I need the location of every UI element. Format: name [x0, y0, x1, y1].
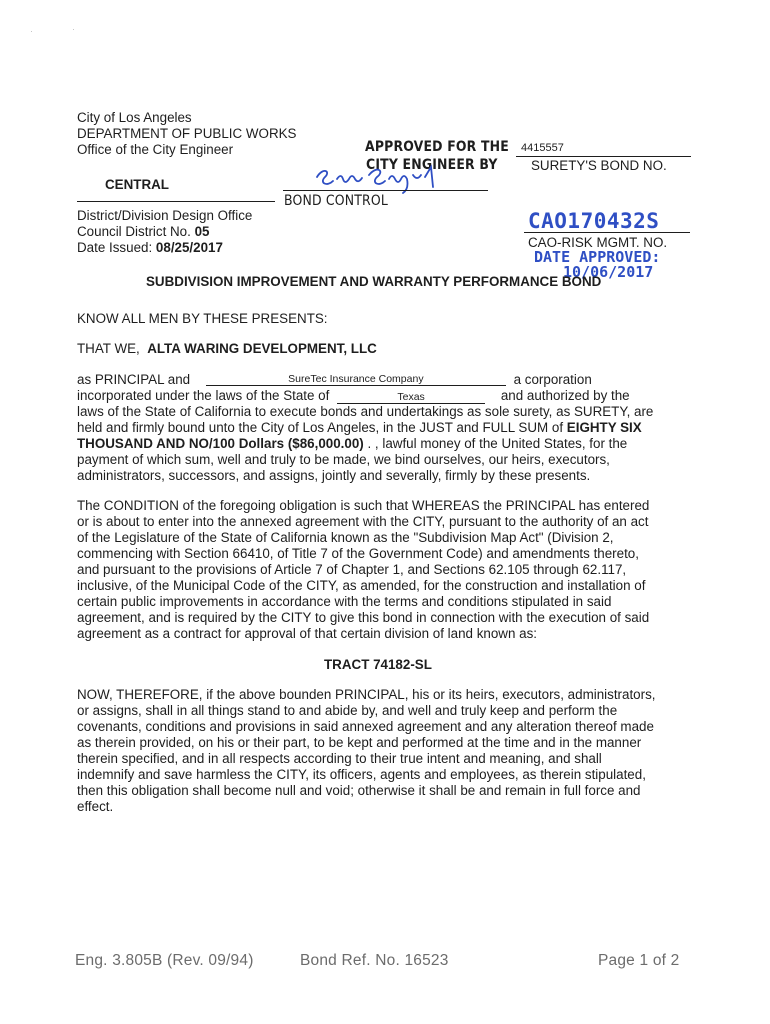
council-district: [77, 224, 252, 240]
surety-bond-rule: [516, 156, 691, 157]
office-name: Office of the City Engineer: [77, 142, 234, 157]
para-line: or is about to enter into the annexed agreement with the CITY, pursuant to the authority of an act: [77, 514, 649, 529]
approved-line-1: APPROVED FOR THE: [365, 139, 509, 155]
principal-name: ALTA WARING DEVELOPMENT, LLC: [147, 341, 377, 356]
approved-line-2: CITY ENGINEER BY: [366, 157, 498, 173]
para-line: of the Legislature of the State of California known as the "Subdivision Map Act" (Division 2,: [77, 530, 614, 545]
central-label: CENTRAL: [105, 177, 169, 192]
know-all-men: KNOW ALL MEN BY THESE PRESENTS:: [77, 311, 328, 326]
date-issued: [77, 240, 252, 256]
para-line: laws of the State of California to execute bonds and undertakings as sole surety, as SURETY, are: [77, 404, 654, 419]
cao-label: CAO-RISK MGMT. NO.: [528, 235, 668, 250]
corporation-text: a corporation: [513, 372, 592, 387]
department-name: DEPARTMENT OF PUBLIC WORKS: [77, 126, 297, 141]
para-line: then this obligation shall become null and void; otherwise it shall be and remain in full force and: [77, 783, 641, 798]
issuer-block: [77, 110, 297, 158]
para-line: covenants, conditions and provisions in said annexed agreement and any alteration thereof made: [77, 719, 654, 734]
para-line: inclusive, of the Municipal Code of the CITY, as amended, for the construction and installation of: [77, 578, 646, 593]
tract-number: TRACT 74182-SL: [324, 657, 432, 672]
bond-reference: Bond Ref. No. 16523: [300, 952, 449, 969]
para-line: [77, 420, 697, 436]
principal-and-text: as PRINCIPAL and: [77, 372, 191, 387]
scan-speck: ·: [72, 24, 75, 34]
state-field: Texas: [337, 391, 485, 404]
sum-words-2: THOUSAND AND NO/100 Dollars ($86,000.00): [77, 436, 364, 451]
surety-bond-label: SURETY'S BOND NO.: [531, 158, 667, 173]
para-line: agreement, and is required by the CITY to give this bond in connection with the execution of said: [77, 610, 650, 625]
surety-company-field: SureTec Insurance Company: [206, 373, 506, 386]
city-name: City of Los Angeles: [77, 110, 192, 125]
authorized-text: and authorized by the: [500, 388, 630, 403]
cao-number-handwritten: CAO170432S: [528, 209, 660, 233]
para-line: [77, 372, 697, 388]
sum-text: held and firmly bound unto the City of Los Angeles, in the JUST and FULL SUM of: [77, 420, 564, 435]
surety-bond-number: 4415557: [521, 142, 564, 154]
cao-rule: [524, 232, 690, 233]
date-issued-label: Date Issued:: [77, 240, 153, 255]
para-line: [77, 388, 697, 404]
date-issued-value: 08/25/2017: [155, 240, 223, 255]
that-we-line: [77, 341, 377, 357]
bond-control-label: BOND CONTROL: [284, 193, 389, 209]
para-line: or assigns, shall in all things stand to and abide by, and well and truly keep and perform the: [77, 703, 618, 718]
para-line: indemnify and save harmless the CITY, its officers, agents and employees, as therein stipulated,: [77, 767, 646, 782]
condition-paragraph: [77, 498, 697, 642]
council-label: Council District No.: [77, 224, 191, 239]
incorporated-text: incorporated under the laws of the State of: [77, 388, 330, 403]
district-rule: [77, 201, 275, 202]
page-number: Page 1 of 2: [598, 952, 680, 969]
that-we-label: THAT WE,: [77, 341, 140, 356]
signature-rule: [283, 190, 488, 191]
para-line: payment of which sum, well and truly to be made, we bind ourselves, our heirs, executors,: [77, 452, 610, 467]
document-title: SUBDIVISION IMPROVEMENT AND WARRANTY PERFORMANCE BOND: [146, 274, 602, 289]
district-office: District/Division Design Office: [77, 208, 253, 223]
scan-speck: ·: [30, 26, 33, 36]
para-line: NOW, THEREFORE, if the above bounden PRINCIPAL, his or its heirs, executors, administrators,: [77, 687, 656, 702]
para-line: commencing with Section 66410, of Title 7 of the Government Code) and amendments thereto,: [77, 546, 639, 561]
form-number: Eng. 3.805B (Rev. 09/94): [75, 952, 254, 969]
para-line: and pursuant to the provisions of Article 7 of Chapter 1, and Sections 62.105 through 62.117,: [77, 562, 627, 577]
date-approved-handwritten: 10/06/2017: [563, 263, 654, 281]
para-line: effect.: [77, 799, 114, 814]
now-therefore-paragraph: [77, 687, 697, 815]
district-block: [77, 208, 252, 256]
date-approved-label-handwritten: DATE APPROVED:: [534, 248, 661, 266]
para-line: certain public improvements in accordance with the terms and conditions stipulated in said: [77, 594, 612, 609]
para-line: agreement as a contract for approval of that certain division of land known as:: [77, 626, 538, 641]
para-line: therein specified, and in all respects according to their true intent and meaning, and shall: [77, 751, 602, 766]
para-line: as therein provided, on his or their part, to be kept and performed at the time and in the manner: [77, 735, 642, 750]
para-line: administrators, successors, and assigns, jointly and severally, firmly by these presents.: [77, 468, 591, 483]
para-line: The CONDITION of the foregoing obligation is such that WHEREAS the PRINCIPAL has entered: [77, 498, 650, 513]
sum-words-1: EIGHTY SIX: [566, 420, 642, 435]
council-number: 05: [194, 224, 210, 239]
obligation-paragraph: [77, 372, 697, 484]
lawful-money-text: . , lawful money of the United States, for the: [363, 436, 628, 451]
para-line: [77, 436, 697, 452]
